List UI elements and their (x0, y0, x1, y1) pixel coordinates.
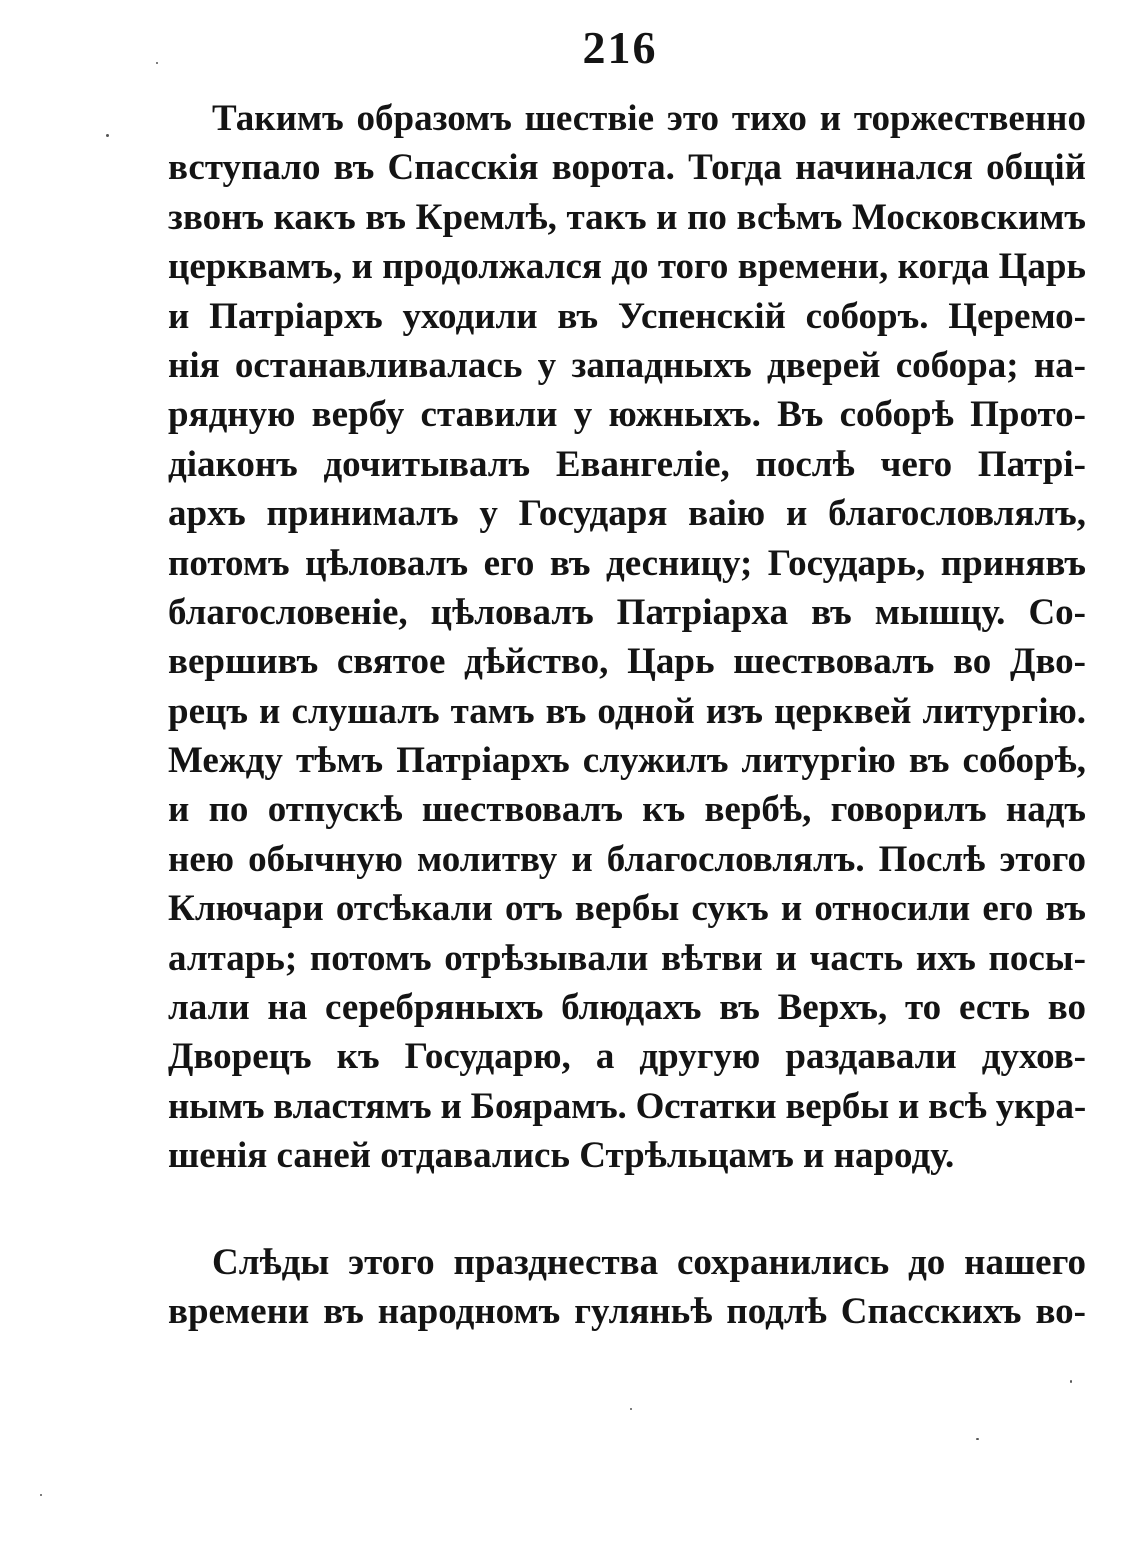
text-line: Между тѣмъ Патріархъ служилъ литургію въ соборѣ, (168, 740, 1086, 782)
scan-speck (976, 1438, 979, 1440)
text-line: Ключари отсѣкали отъ вербы сукъ и относили его въ (168, 888, 1086, 930)
page-number: 216 (582, 22, 658, 73)
text-line: Такимъ образомъ шествіе это тихо и торжественно (212, 98, 1086, 139)
text-line: потомъ цѣловалъ его въ десницу; Государь, принявъ (168, 542, 1086, 584)
text-line: и Патріархъ уходили въ Успенскій соборъ. Церемо- (168, 295, 1086, 337)
text-line: рецъ и слушалъ тамъ въ одной изъ церквей литургію. (168, 690, 1086, 732)
text-line: Слѣды этого празднества сохранились до нашего (212, 1242, 1086, 1283)
text-line: вступало въ Спасскія ворота. Тогда начинался общій (168, 147, 1086, 189)
text-line: нія останавливалась у западныхъ дверей собора; на- (168, 344, 1086, 386)
text-line: діаконъ дочитывалъ Евангеліе, послѣ чего Патрі- (168, 443, 1086, 485)
scan-speck (40, 1494, 42, 1496)
paragraph-2 (168, 1238, 1086, 1337)
text-line: времени въ народномъ гуляньѣ подлѣ Спасскихъ во- (168, 1291, 1086, 1333)
text-line: звонъ какъ въ Кремлѣ, такъ и по всѣмъ Московскимъ (168, 196, 1086, 238)
scan-speck (630, 1408, 632, 1410)
text-line: церквамъ, и продолжался до того времени, когда Царь (168, 246, 1086, 288)
text-line: и по отпускѣ шествовалъ къ вербѣ, говорилъ надъ (168, 789, 1086, 831)
text-line: алтарь; потомъ отрѣзывали вѣтви и часть ихъ посы- (168, 937, 1086, 979)
text-line: вершивъ святое дѣйство, Царь шествовалъ во Дво- (168, 641, 1086, 683)
text-line: архъ принималъ у Государя ваію и благословлялъ, (168, 493, 1086, 535)
text-line: нымъ властямъ и Боярамъ. Остатки вербы и всѣ укра- (168, 1085, 1086, 1127)
text-line: нею обычную молитву и благословлялъ. Послѣ этого (168, 838, 1086, 880)
paragraph-1 (168, 94, 1086, 1181)
text-line: шенія саней отдавались Стрѣльцамъ и народу. (168, 1135, 955, 1177)
scan-speck (106, 134, 109, 137)
text-line: рядную вербу ставили у южныхъ. Въ соборѣ Прото- (168, 394, 1086, 436)
scan-speck (156, 62, 158, 64)
text-line: благословеніе, цѣловалъ Патріарха въ мышцу. Со- (168, 591, 1086, 633)
text-line: лали на серебряныхъ блюдахъ въ Верхъ, то есть во (168, 987, 1086, 1029)
text-line: Дворецъ къ Государю, а другую раздавали духов- (168, 1036, 1086, 1078)
scan-speck (1070, 1380, 1072, 1383)
